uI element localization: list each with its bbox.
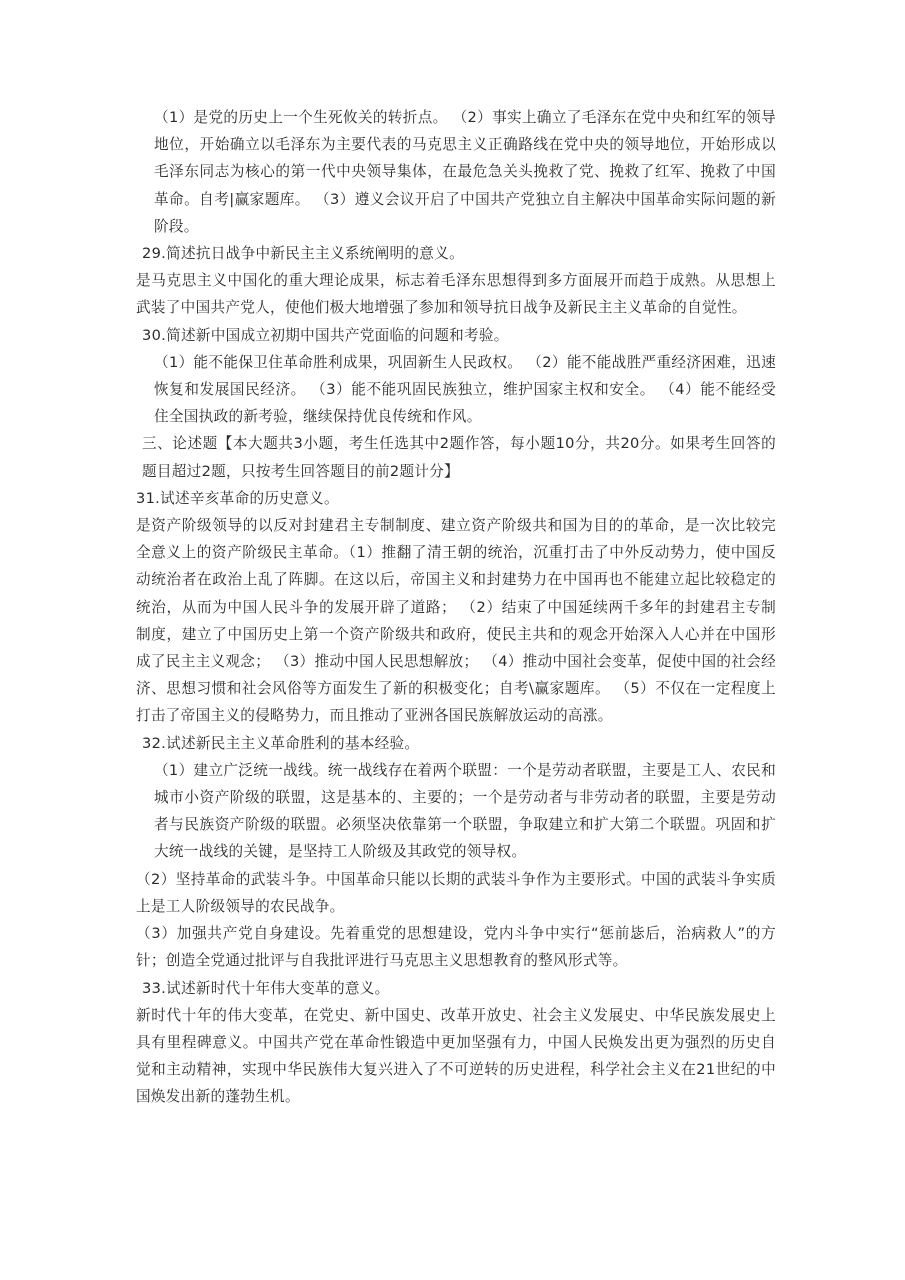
- answer-32-point-2: （2）坚持革命的武装斗争。中国革命只能以长期的武装斗争作为主要形式。中国的武装斗争实质上是工人阶级领导的农民战争。: [136, 870, 776, 915]
- answer-30-paragraph: （1）能不能保卫住革命胜利成果，巩固新生人民政权。 （2）能不能战胜严重经济困难，迅速恢复和发展国民经济。 （3）能不能巩固民族独立，维护国家主权和安全。 （4）能不能经受住全国执政的新考验，继续保持优良传统和作风。: [154, 353, 776, 426]
- question-32: 32.试述新民主主义革命胜利的基本经验。: [142, 734, 420, 752]
- answer-32-point-3: （3）加强共产党自身建设。先着重党的思想建设，党内斗争中实行“惩前毖后，治病救人”的方针；创造全党通过批评与自我批评进行马克思主义思想教育的整风形式等。: [136, 925, 776, 970]
- section-3-heading: 三、论述题【本大题共3小题，考生任选其中2题作答，每小题10分，共20分。如果考生回答的题目超过2题，只按考生回答题目的前2题计分】: [142, 435, 776, 480]
- question-30: 30.简述新中国成立初期中国共产党面临的问题和考验。: [142, 326, 509, 344]
- question-31: 31.试述辛亥革命的历史意义。: [136, 489, 339, 507]
- answer-29-paragraph: 是马克思主义中国化的重大理论成果，标志着毛泽东思想得到多方面展开而趋于成熟。从思想上武装了中国共产党人，使他们极大地增强了参加和领导抗日战争及新民主主义革命的自觉性。: [136, 272, 776, 317]
- answer-31-paragraph: 是资产阶级领导的以反对封建君主专制制度、建立资产阶级共和国为目的的革命，是一次比较完全意义上的资产阶级民主革命。（1）推翻了清王朝的统治，沉重打击了中外反动势力，使中国反动统治者在政治上乱了阵脚。在这以后，帝国主义和封建势力在中国再也不能建立起比较稳定的统治，从而为中国人民斗争的发展开辟了道路； （2）结束了中国延续两千多年的封建君主专制制度，建立了中国历史上第一个资产阶级共和政府，使民主共和的观念开始深入人心并在中国形成了民主主义观念； （3）推动中国人民思想解放； （4）推动中国社会变革，促使中国的社会经济、思想习惯和社会风俗等方面发生了新的积极变化；自考\赢家题库。 （5）不仅在一定程度上打击了帝国主义的侵略势力，而且推动了亚洲各国民族解放运动的高涨。: [136, 517, 776, 725]
- question-29: 29.简述抗日战争中新民主主义系统阐明的意义。: [142, 245, 464, 263]
- answer-32-point-1: （1）建立广泛统一战线。统一战线存在着两个联盟：一个是劳动者联盟，主要是工人、农民和城市小资产阶级的联盟，这是基本的、主要的；一个是劳动者与非劳动者的联盟，主要是劳动者与民族资产阶级的联盟。必须坚决依靠第一个联盟，争取建立和扩大第二个联盟。巩固和扩大统一战线的关键，是坚持工人阶级及其政党的领导权。: [154, 761, 776, 861]
- answer-28-paragraph: （1）是党的历史上一个生死攸关的转折点。 （2）事实上确立了毛泽东在党中央和红军的领导地位，开始确立以毛泽东为主要代表的马克思主义正确路线在党中央的领导地位，开始形成以毛泽东同志为核心的第一代中央领导集体，在最危急关头挽救了党、挽救了红军、挽救了中国革命。自考|赢家题库。 （3）遵义会议开启了中国共产党独立自主解决中国革命实际问题的新阶段。: [154, 109, 776, 235]
- question-33: 33.试述新时代十年伟大变革的意义。: [142, 979, 390, 997]
- document-page: [136, 104, 776, 1111]
- answer-33-paragraph: 新时代十年的伟大变革，在党史、新中国史、改革开放史、社会主义发展史、中华民族发展史上具有里程碑意义。中国共产党在革命性锻造中更加坚强有力，中国人民焕发出更为强烈的历史自觉和主动精神，实现中华民族伟大复兴进入了不可逆转的历史进程，科学社会主义在21世纪的中国焕发出新的蓬勃生机。: [136, 1006, 776, 1106]
